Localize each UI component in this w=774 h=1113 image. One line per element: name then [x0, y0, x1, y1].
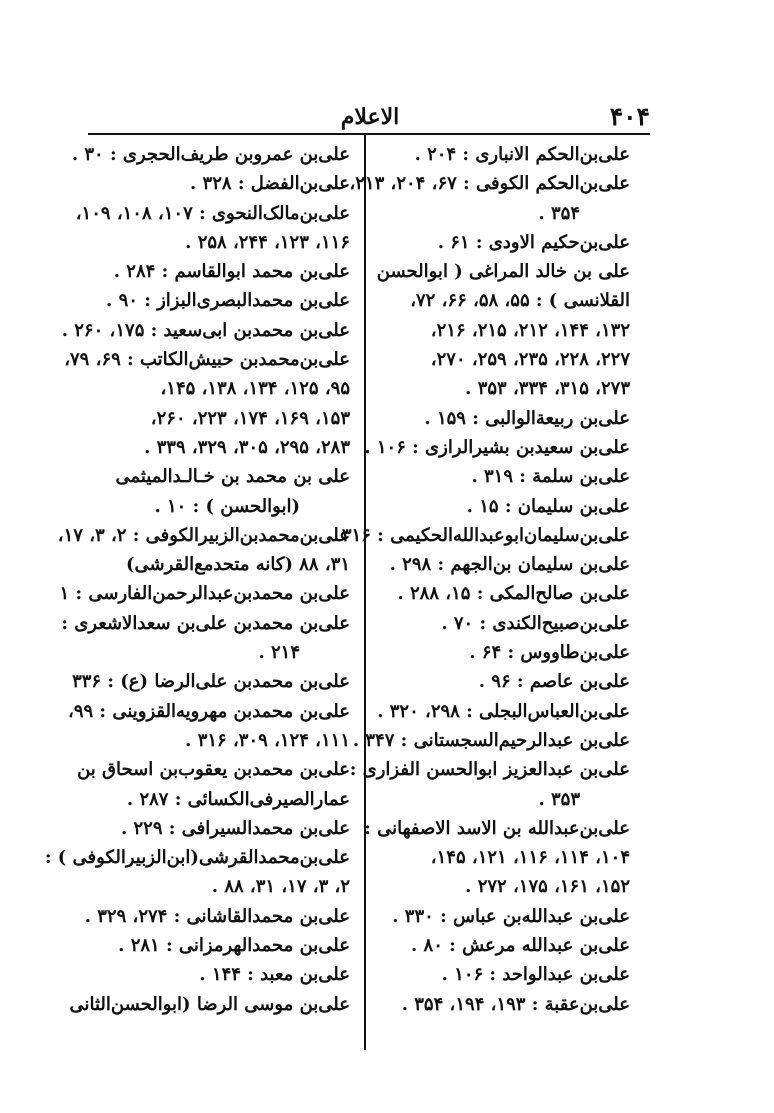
index-line: علی‌بن‌العباس‌البجلی : ۲۹۸، ۳۲۰ .	[377, 700, 630, 722]
index-line: علی‌بن‌الحکم الانباری : ۲۰۴ .	[414, 144, 630, 165]
index-line: ۱۳۲، ۱۴۴، ۲۱۲، ۲۱۵، ۲۱۶،	[430, 319, 630, 341]
index-line: علی‌بن‌طاووس : ۶۴ .	[469, 642, 630, 664]
index-line: علی‌بن عمروبن طریف‌الحجری : ۳۰ .	[71, 144, 350, 165]
index-line: علی‌بن محمدالهرمزانی : ۲۸۱ .	[118, 935, 350, 957]
index-line: ۳۵۳ .	[538, 788, 580, 810]
index-line: علی‌بن‌سلیمان‌ابوعبدالله‌الحکیمی : ۳۱۶	[341, 524, 630, 546]
index-line: علی‌بن‌الفضل : ۳۲۸ .	[190, 173, 350, 195]
index-line: علی‌بن عبدالله‌بن عباس : ۳۳۰ .	[392, 905, 630, 927]
index-line: علی‌بن محمدبن مهرویه‌القزوینی : ۹۹،	[68, 700, 350, 722]
index-line: ۲، ۳، ۱۷، ۳۱، ۸۸ .	[211, 876, 350, 898]
index-line: علی‌بن محمد ابوالقاسم : ۲۸۴ .	[113, 261, 350, 283]
index-line: علی‌بن عبدالله مرعش : ۸۰ .	[411, 935, 630, 957]
index-line: علی‌بن محمدالقاشانی : ۲۷۴، ۳۲۹ .	[84, 905, 350, 927]
index-line: علی‌بن محمدالسیرافی : ۲۲۹ .	[120, 817, 350, 839]
index-line: ۱۵۲، ۱۶۱، ۱۷۵، ۲۷۲ .	[465, 876, 630, 898]
index-line: علی‌بن‌محمدالقرشی(ابن‌الزبیرالکوفی ) :	[44, 847, 350, 869]
index-line: علی‌بن‌الحکم الکوفی : ۶۷، ۲۰۴، ۲۱۳،	[349, 173, 630, 195]
index-line: علی‌بن سلیمان : ۱۵ .	[466, 495, 630, 517]
index-line: ۲۱۴ .	[258, 642, 300, 664]
page-number: ۴۰۴	[609, 102, 650, 131]
index-line: ۱۱۱، ۱۲۴، ۳۰۹، ۳۱۶ .	[185, 729, 350, 751]
column-divider	[364, 134, 366, 1050]
index-line: علی‌بن محمدبن‌عبدالرحمن‌الفارسی : ۱	[59, 583, 350, 605]
index-line: (ابوالحسن ) : ۱۰ .	[154, 495, 300, 517]
header-rule	[88, 133, 650, 135]
index-line: علی‌بن موسی الرضا (ابوالحسن‌الثانی	[69, 993, 350, 1015]
index-line: علی‌بن محمدبن یعقوب‌بن اسحاق بن	[77, 759, 350, 781]
index-line: علی‌بن عبدالعزیز ابوالحسن الفزاری :	[349, 759, 630, 781]
page-header	[90, 100, 650, 134]
index-line: ۲۸۳، ۲۹۵، ۳۰۵، ۳۲۹، ۳۳۹ .	[144, 436, 350, 458]
index-line: ۱۰۴، ۱۱۴، ۱۱۶، ۱۲۱، ۱۴۵،	[430, 847, 630, 869]
index-line: علی‌بن محمدبن علی‌الرضا (ع) : ۳۳۶	[72, 671, 350, 693]
index-line: ۳۱، ۸۸ (کانه متحدمع‌القرشی)	[125, 554, 350, 576]
index-line: ۹۵، ۱۲۵، ۱۳۴، ۱۳۸، ۱۴۵،	[160, 378, 350, 400]
index-line: علی‌بن محمدبن ابی‌سعید : ۱۷۵، ۲۶۰ .	[61, 319, 350, 341]
index-line: علی‌بن‌مالک‌النحوی : ۱۰۷، ۱۰۸، ۱۰۹،	[75, 202, 350, 224]
index-line: علی بن محمد بن خـالـدالمیثمی	[115, 466, 350, 488]
index-line: علی‌بن‌صبیح‌الکندی : ۷۰ .	[441, 612, 630, 634]
index-line: ۱۵۳، ۱۶۹، ۱۷۴، ۲۲۳، ۲۶۰،	[150, 407, 350, 429]
index-line: علی‌بن‌عقبة : ۱۹۳، ۱۹۴، ۳۵۴ .	[401, 993, 630, 1015]
index-line: ۳۵۴ .	[538, 202, 580, 224]
index-line: علی‌بن‌محمدبن‌الزبیرالکوفی : ۲، ۳، ۱۷،	[57, 524, 350, 546]
index-line: علی‌بن صالح‌المکی : ۱۵، ۲۸۸ .	[397, 583, 630, 605]
index-line: علی‌بن محمدبن علی‌بن سعدالاشعری :	[61, 612, 350, 634]
index-line: ۲۷۳، ۳۱۵، ۳۳۴، ۳۵۳ .	[465, 378, 630, 400]
index-line: علی‌بن‌محمدبن حبیش‌الکاتب : ۶۹، ۷۹،	[64, 349, 350, 371]
running-title: الاعلام	[340, 104, 400, 130]
index-line: علی‌بن سعیدبن بشیرالرازی : ۱۰۶ .	[364, 436, 630, 458]
index-line: عمارالصیرفی‌الکسائی : ۲۸۷ .	[126, 788, 350, 810]
index-line: علی‌بن سلیمان بن‌الجهم : ۲۹۸ .	[389, 554, 630, 576]
index-line: علی‌بن ربیعة‌الوالبی : ۱۵۹ .	[424, 407, 630, 429]
index-line: القلانسی ) : ۵۵، ۵۸، ۶۶، ۷۲،	[410, 290, 630, 312]
index-line: علی‌بن معبد : ۱۴۴ .	[199, 964, 350, 986]
index-column-left	[44, 140, 350, 1019]
index-line: ۲۲۷، ۲۲۸، ۲۳۵، ۲۵۹، ۲۷۰،	[430, 349, 630, 371]
index-line: علی‌بن عبدالواحد : ۱۰۶ .	[441, 964, 630, 986]
index-line: علی‌بن سلمة : ۳۱۹ .	[471, 466, 630, 488]
index-line: علی‌بن عبدالرحیم‌السجستانی : ۳۴۷ .	[352, 729, 630, 751]
index-line: علی‌بن محمدالبصری‌البزاز : ۹۰ .	[106, 290, 350, 312]
index-column-right	[341, 140, 630, 1019]
index-line: علی‌بن عاصم : ۹۶ .	[478, 671, 630, 693]
index-line: علی بن خالد المراغی ( ابوالحسن	[376, 261, 630, 283]
index-line: علی‌بن‌حکیم الاودی : ۶۱ .	[437, 231, 630, 253]
index-line: ۱۱۶، ۱۲۳، ۲۴۴، ۲۵۸ .	[185, 231, 350, 253]
index-line: علی‌بن‌عبدالله بن الاسد الاصفهانی :	[364, 817, 630, 839]
